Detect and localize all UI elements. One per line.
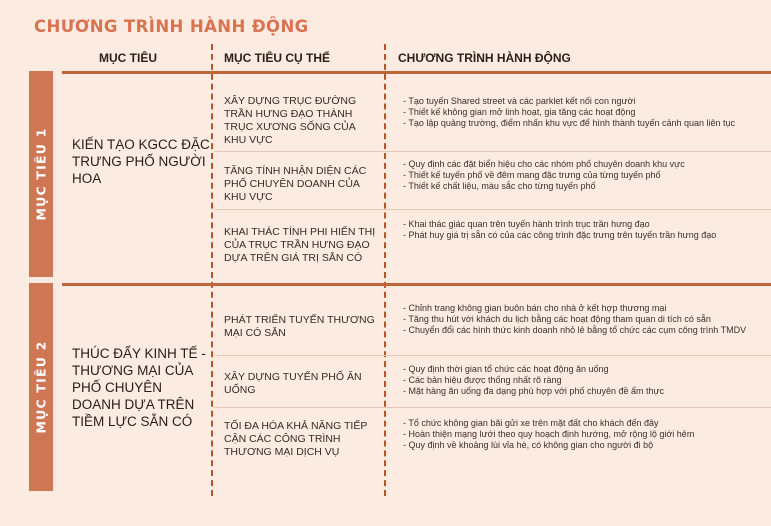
- page-title: CHƯƠNG TRÌNH HÀNH ĐỘNG: [34, 17, 309, 36]
- goal-2-tag: MỤC TIÊU 2: [33, 340, 49, 434]
- goal-2-tag-bar: [29, 283, 53, 491]
- section-rule: [62, 71, 771, 74]
- goal-2-sub-2-actions: [403, 364, 758, 398]
- goal-2-sub-1: PHÁT TRIỂN TUYẾN THƯƠNG MẠI CÓ SẴN: [224, 314, 375, 339]
- action-item: - Các bản hiệu được thống nhất rõ ràng: [403, 375, 562, 386]
- goal-1-sub-1-actions: [403, 96, 758, 130]
- action-item: - Tăng thu hút với khách du lịch bằng các hoạt động tham quan di tích có sẵn: [403, 314, 711, 325]
- action-item: - Mặt hàng ăn uống đa dạng phù hợp với phố chuyên đề ẩm thực: [403, 386, 665, 397]
- column-divider-1: [211, 44, 213, 496]
- row-separator: [214, 355, 771, 356]
- row-separator: [214, 209, 771, 210]
- goal-1-title: KIẾN TẠO KGCC ĐẶC TRƯNG PHỐ NGƯỜI HOA: [72, 137, 210, 186]
- goal-1-sub-3: KHAI THÁC TÍNH PHI HIỂN THỊ CỦA TRỤC TRẦN HƯNG ĐẠO DỰA TRÊN GIÁ TRỊ SẴN CÓ: [224, 226, 376, 264]
- action-item: - Thiết kế tuyến phố về đêm mang đặc trưng của từng tuyến phố: [403, 170, 661, 181]
- goal-2-sub-3-actions: [403, 418, 758, 452]
- header-action-program: CHƯƠNG TRÌNH HÀNH ĐỘNG: [398, 51, 571, 65]
- row-separator: [214, 407, 771, 408]
- action-item: - Thiết kế không gian mở linh hoạt, gia tăng các hoạt động: [403, 107, 636, 118]
- goal-2-sub-1-actions: [403, 303, 758, 337]
- goal-1-sub-2-actions: [403, 159, 758, 193]
- action-item: - Phát huy giá trị sẵn có của các công trình đặc trưng trên tuyến trần hưng đạo: [403, 230, 717, 241]
- action-item: - Hoàn thiện mạng lưới theo quy hoạch định hướng, mở rộng lộ giới hẻm: [403, 429, 695, 440]
- section-rule: [62, 283, 771, 286]
- action-item: - Khai thác giác quan trên tuyến hành trình trục trần hưng đạo: [403, 219, 650, 229]
- action-item: - Chuyển đổi các hình thức kinh doanh nhỏ lẻ bằng tổ chức các cụm công trình TMDV: [403, 325, 747, 336]
- goal-2-sub-2: XÂY DỰNG TUYẾN PHỐ ĂN UỐNG: [224, 371, 362, 396]
- goal-2-title: THÚC ĐẨY KINH TẾ - THƯƠNG MẠI CỦA PHỐ CHUYÊN DOANH DỰA TRÊN TIỀM LỰC SẴN CÓ: [72, 346, 206, 429]
- column-divider-2: [384, 44, 386, 496]
- goal-2-sub-3: TỐI ĐA HÓA KHẢ NĂNG TIẾP CẬN CÁC CÔNG TRÌNH THƯƠNG MẠI DỊCH VỤ: [224, 420, 368, 458]
- goal-1-tag: MỤC TIÊU 1: [33, 127, 49, 221]
- action-item: - Tạo lập quảng trường, điểm nhấn khu vực để hình thành tuyến cảnh quan liên tục: [403, 118, 736, 129]
- action-item: - Quy định thời gian tổ chức các hoạt động ăn uống: [403, 364, 609, 374]
- goal-1-sub-3-actions: [403, 219, 758, 241]
- goal-1-sub-2: TĂNG TÍNH NHẬN DIỆN CÁC PHỐ CHUYÊN DOANH CỦA KHU VỰC: [224, 165, 367, 203]
- action-item: - Tổ chức không gian bãi gửi xe trên mặt đất cho khách đến đây: [403, 418, 659, 428]
- header-specific-goal: MỤC TIÊU CỤ THỂ: [224, 51, 330, 65]
- action-item: - Thiết kế chất liệu, màu sắc cho từng tuyến phố: [403, 181, 596, 192]
- header-goal: MỤC TIÊU: [99, 51, 157, 65]
- action-item: - Chỉnh trang không gian buôn bán cho nhà ở kết hợp thương mại: [403, 303, 667, 313]
- action-item: - Quy định các đặt biển hiệu cho các nhóm phố chuyên doanh khu vực: [403, 159, 685, 169]
- action-item: - Tạo tuyến Shared street và các parklet kết nối con người: [403, 96, 636, 106]
- goal-1-sub-1: XÂY DỰNG TRỤC ĐƯỜNG TRẦN HƯNG ĐẠO THÀNH TRỤC XƯƠNG SỐNG CỦA KHU VỰC: [224, 95, 357, 146]
- row-separator: [214, 151, 771, 152]
- action-item: - Quy định về khoảng lùi vỉa hè, có không gian cho người đi bộ: [403, 440, 654, 451]
- goal-1-tag-bar: [29, 71, 53, 277]
